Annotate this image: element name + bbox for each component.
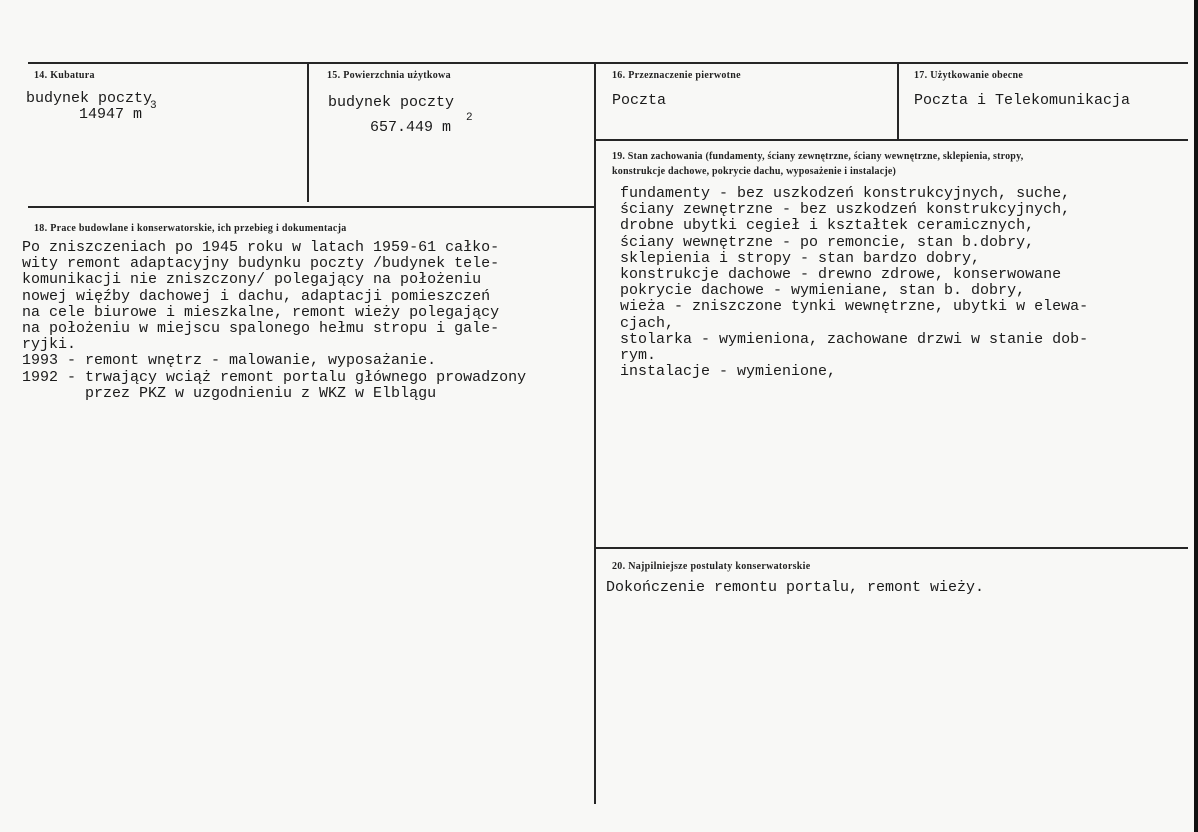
vertical-rule-1 [307, 62, 309, 202]
field-18-line: 1993 - remont wnętrz - malowanie, wyposażanie. [22, 352, 437, 370]
field-19-label [612, 149, 1172, 179]
field-15-label: 15. Powierzchnia użytkowa [327, 70, 451, 81]
field-20-value: Dokończenie remontu portalu, remont wieży. [606, 579, 985, 596]
field-18-line: przez PKZ w uzgodnieniu z WKZ w Elblągu [22, 384, 437, 402]
field-17-value: Poczta i Telekomunikacja [914, 92, 1131, 109]
field-18-line: na położeniu w miejscu spalonego hełmu stropu i gale- [22, 320, 500, 338]
field-17-label: 17. Użytkowanie obecne [914, 70, 1024, 81]
field-14-label: 14. Kubatura [34, 70, 95, 81]
field-18-line: 1992 - trwający wciąż remont portalu głównego prowadzony [22, 368, 527, 386]
field-19-line: ściany zewnętrzne - bez uszkodzeń konstrukcyjnych, [620, 201, 1071, 219]
field-18-line: Po zniszczeniach po 1945 roku w latach 1959-61 całko- [22, 239, 500, 256]
field-18-label: 18. Prace budowlane i konserwatorskie, ich przebieg i dokumentacja [34, 223, 347, 234]
field-19-line: fundamenty - bez uszkodzeń konstrukcyjnych, suche, [620, 185, 1071, 202]
field-19-line: konstrukcje dachowe - drewno zdrowe, konserwowane [620, 266, 1062, 284]
field-19-line: instalacje - wymienione, [620, 363, 837, 381]
field-19-text [620, 186, 1088, 380]
field-18-line: ryjki. [22, 336, 77, 354]
field-18-line: wity remont adaptacyjny budynku poczty /budynek tele- [22, 255, 500, 273]
field-19-line: wieża - zniszczone tynki wewnętrzne, ubytki w elewa- [620, 298, 1089, 316]
field-16-value: Poczta [612, 92, 667, 109]
field-18-line: na cele biurowe i mieszkalne, remont wieży polegający [22, 303, 500, 321]
field-19-line: stolarka - wymieniona, zachowane drzwi w stanie dob- [620, 330, 1089, 348]
field-16-label: 16. Przeznaczenie pierwotne [612, 70, 741, 81]
field-19-line: ściany wewnętrzne - po remoncie, stan b.dobry, [620, 233, 1035, 251]
field-19-label-line-1: 19. Stan zachowania (fundamenty, ściany zewnętrzne, ściany wewnętrzne, sklepienia, stropy, [612, 151, 1024, 162]
field-18-line: nowej więźby dachowej i dachu, adaptacji pomieszczeń [22, 287, 491, 305]
rule-below-field-16-17 [595, 139, 1188, 141]
field-14-line-1: budynek poczty [26, 90, 153, 107]
field-19-line: cjach, [620, 314, 675, 332]
vertical-rule-3 [897, 62, 899, 140]
top-rule [28, 62, 1188, 64]
field-18-text [22, 240, 526, 402]
field-19-label-line-2: konstrukcje dachowe, pokrycie dachu, wyposażenie i instalacje) [612, 166, 897, 177]
field-19-line: drobne ubytki cegieł i kształtek ceramicznych, [620, 217, 1035, 235]
field-14-unit-exponent: 3 [150, 100, 157, 112]
field-14-line-2: 14947 m [79, 106, 143, 123]
field-15-line-2: 657.449 m [370, 119, 452, 136]
field-19-line: sklepienia i stropy - stan bardzo dobry, [620, 249, 981, 267]
field-15-unit-exponent: 2 [466, 112, 473, 124]
field-15-line-1: budynek poczty [328, 94, 455, 111]
scan-edge [1194, 0, 1198, 832]
field-19-line: rym. [620, 347, 657, 365]
rule-above-field-20 [595, 547, 1188, 549]
vertical-rule-2 [594, 62, 596, 804]
field-19-line: pokrycie dachowe - wymieniane, stan b. dobry, [620, 282, 1026, 300]
field-18-line: komunikacji nie zniszczony/ polegający na położeniu [22, 271, 482, 289]
field-20-label: 20. Najpilniejsze postulaty konserwatorskie [612, 561, 811, 572]
rule-above-field-18 [28, 206, 595, 208]
